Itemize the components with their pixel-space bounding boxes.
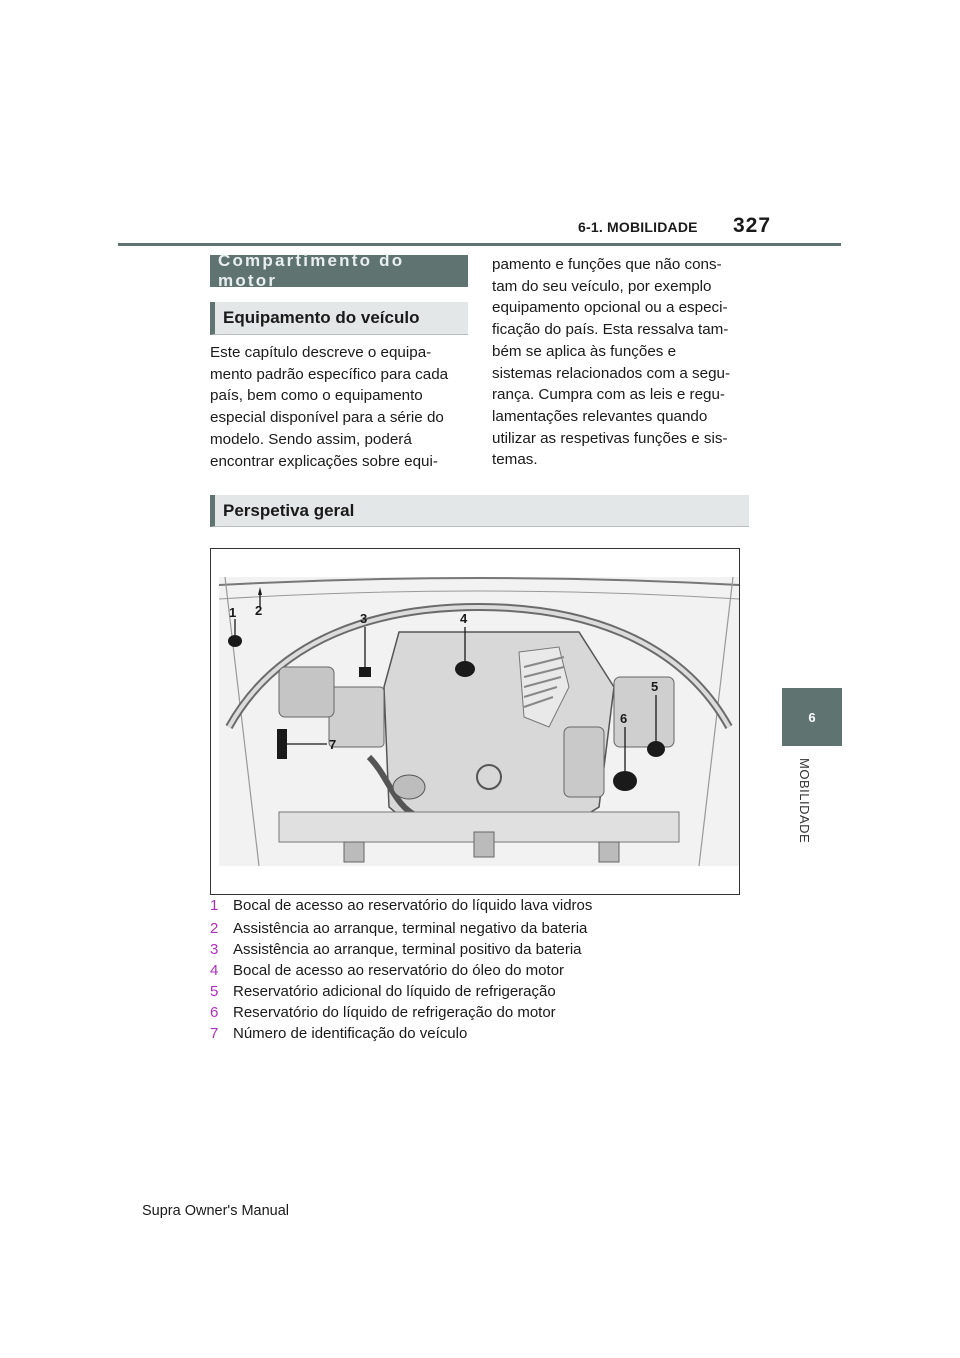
coolant-expansion-tank-cap: [647, 741, 665, 757]
text-line: pamento e funções que não cons-: [492, 256, 722, 273]
text-line: tam do seu veículo, por exemplo: [492, 277, 712, 295]
washer-fluid-cap: [228, 635, 242, 647]
text-line: país, bem como o equipamento: [210, 387, 423, 405]
text-line: Este capítulo descreve o equipa-: [210, 344, 432, 361]
engine-bay-illustration: [219, 577, 739, 866]
text-line: mento padrão específico para cada: [210, 365, 449, 383]
callout-4: 4: [460, 611, 468, 626]
legend-number: 3: [210, 941, 219, 958]
callout-2: 2: [255, 603, 263, 618]
header-section: 6-1. MOBILIDADE: [578, 219, 698, 235]
callout-7: 7: [329, 737, 337, 752]
text-line: equipamento opcional ou a especi-: [492, 299, 728, 317]
legend-text: Assistência ao arranque, terminal positivo da bateria: [233, 941, 582, 958]
callout-1: 1: [229, 605, 237, 620]
text-line: modelo. Sendo assim, poderá: [210, 430, 412, 448]
intro-text-col2: [492, 254, 754, 471]
engine-coolant-reservoir-cap: [613, 771, 637, 791]
legend-text: Reservatório adicional do líquido de refrigeração: [233, 983, 556, 1000]
text-line: lamentações relevantes quando: [492, 407, 708, 425]
legend-item: [210, 918, 750, 939]
callout-3: 3: [360, 611, 368, 626]
legend-text: Bocal de acesso ao reservatório do líquido lava vidros: [233, 897, 593, 914]
legend-number: 2: [210, 920, 219, 937]
page-number: 327: [733, 214, 772, 237]
legend-item: [210, 1023, 750, 1044]
legend-number: 1: [210, 897, 219, 914]
footer-manual-title: Supra Owner's Manual: [142, 1203, 290, 1219]
text-line: rança. Cumpra com as leis e regu-: [492, 386, 725, 404]
text-line: sistemas relacionados com a segu-: [492, 364, 731, 382]
legend-item: [210, 939, 750, 960]
header-rule: [118, 243, 841, 246]
legend-item: [210, 1002, 750, 1023]
legend-text: Número de identificação do veículo: [233, 1025, 468, 1042]
legend-number: 4: [210, 962, 219, 979]
legend-text: Bocal de acesso ao reservatório do óleo do motor: [233, 962, 565, 979]
callout-5: 5: [651, 679, 659, 694]
text-line: encontrar explicações sobre equi-: [210, 452, 438, 470]
oil-filler-cap: [455, 661, 475, 677]
text-line: temas.: [492, 451, 538, 469]
legend-number: 6: [210, 1004, 219, 1021]
legend-item: [210, 895, 750, 916]
legend-item: [210, 981, 750, 1002]
text-line: especial disponível para a série do: [210, 409, 444, 427]
text-line: ficação do país. Esta ressalva tam-: [492, 321, 729, 339]
chapter-tab-label: MOBILIDADE: [797, 758, 812, 844]
section-title: Compartimento do motor: [210, 255, 468, 287]
subsection-title-equipment: Equipamento do veículo: [210, 302, 468, 335]
text-line: utilizar as respetivas funções e sis-: [492, 429, 728, 447]
legend-item: [210, 960, 750, 981]
legend-number: 5: [210, 983, 219, 1000]
intro-text-col1: [210, 342, 472, 472]
chapter-tab[interactable]: [782, 688, 842, 746]
battery-positive-terminal: [359, 667, 371, 677]
vin-plate: [277, 729, 287, 759]
text-line: bém se aplica às funções e: [492, 342, 677, 360]
subsection-title-overview: Perspetiva geral: [210, 495, 749, 527]
legend-text: Assistência ao arranque, terminal negativo da bateria: [233, 920, 588, 937]
legend-text: Reservatório do líquido de refrigeração do motor: [233, 1004, 556, 1021]
callout-6: 6: [620, 711, 628, 726]
figure-legend: [210, 895, 750, 1044]
legend-number: 7: [210, 1025, 219, 1042]
chapter-tab-number: 6: [808, 709, 816, 725]
